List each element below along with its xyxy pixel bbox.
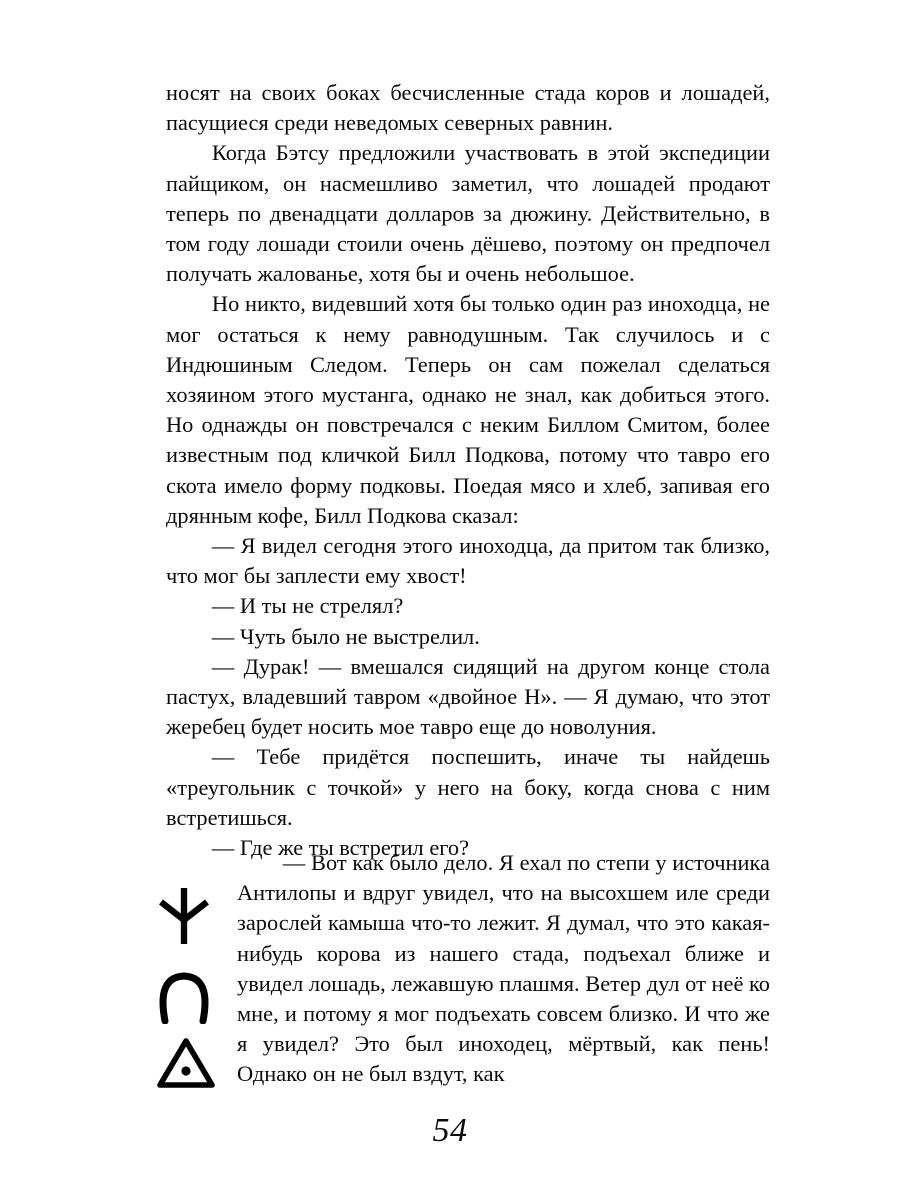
dialogue-paragraph: — Дурак! — вмешался сидящий на другом конце стола пастух, владевший тавром «двойное Н». — Я думаю, что этот жеребец будет носить мое тавро еще до новолуния. xyxy=(166,653,770,740)
dialogue-paragraph: — Вот как было дело. Я ехал по степи у источника Антилопы и вдруг увидел, что на высохшем иле среди зарослей камыша что-то лежит. Я думал, что это какая-нибудь корова из нашего стада, подъехал ближе и увидел лошадь, лежавшую плашмя. Ветер дул от неё ко мне, и потому я мог подъехать совсем близко. И что же я увидел? Это был иноходец, мёртвый, как пень! Однако он не был вздут, как xyxy=(237,850,770,1087)
horseshoe-brand-icon xyxy=(156,966,212,1024)
page-text-column xyxy=(166,78,770,863)
triangle-with-dot-brand-icon xyxy=(156,1036,216,1090)
turkey-track-brand-icon xyxy=(156,884,212,948)
dialogue-paragraph: — И ты не стрелял? xyxy=(211,593,404,619)
page-text-column-shifted xyxy=(237,848,770,1090)
paragraph: Когда Бэтсу предложили участвовать в этой экспедиции пайщиком, он насмешливо заметил, что лошадей продают теперь по двенадцати долларов за дюжину. Действительно, в том году лошади стоили очень дёшево, поэтому он предпочел получать жалованье, хотя бы и очень небольшое. xyxy=(166,140,770,287)
dialogue-paragraph: — Где же ты встретил его? xyxy=(211,835,470,861)
dialogue-paragraph: — Чуть было не выстрелил. xyxy=(211,623,480,649)
dialogue-paragraph: — Тебе придётся поспешить, иначе ты найдешь «треугольник с точкой» у него на боку, когда снова с ним встретишься. xyxy=(166,744,770,830)
paragraph: Но никто, видевший хотя бы только один раз иноходца, не мог остаться к нему равнодушным. Так случилось и с Индюшиным Следом. Теперь он сам пожелал сделаться хозяином этого мустанга, однако не знал, как добиться этого. Но однажды он повстречался с неким Биллом Смитом, более известным под кличкой Билл Подкова, потому что тавро его скота имело форму подковы. Поедая мясо и хлеб, запивая его дрянным кофе, Билл Подкова сказал: xyxy=(166,291,770,528)
page-number: 54 xyxy=(432,1112,468,1149)
dialogue-paragraph: — Я видел сегодня этого иноходца, да притом так близко, что мог бы заплести ему хвост! xyxy=(166,533,770,589)
paragraph: носят на своих боках бесчисленные стада коров и лошадей, пасущиеся среди неведомых северных равнин. xyxy=(166,80,770,136)
